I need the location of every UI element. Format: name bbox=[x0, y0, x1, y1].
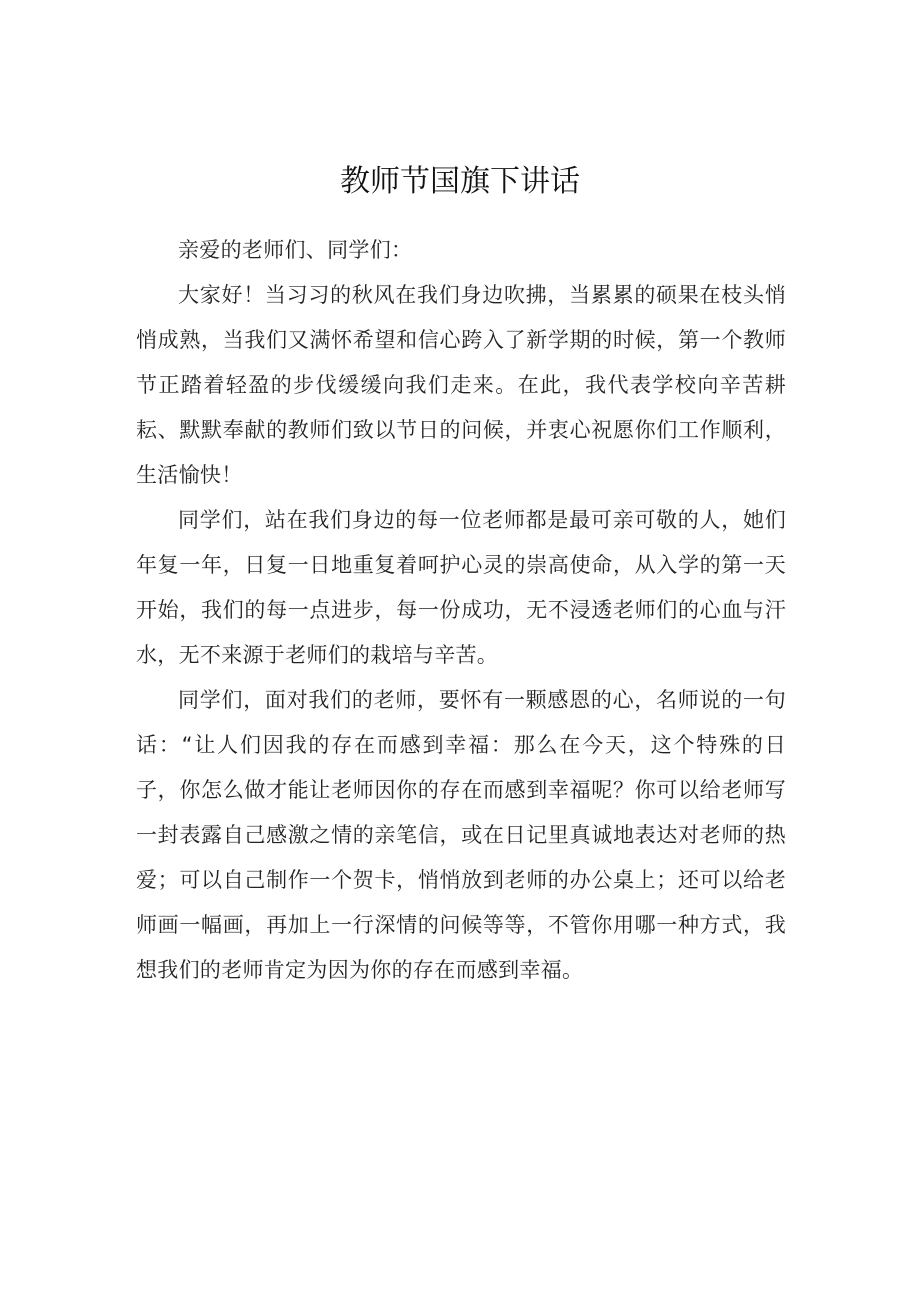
paragraph-gratitude: 同学们，面对我们的老师，要怀有一颗感恩的心，名师说的一句话：“让人们因我的存在而感到幸福：那么在今天，这个特殊的日子，你怎么做才能让老师因你的存在而感到幸福呢？你可以给老师写一封表露自己感激之情的亲笔信，或在日记里真诚地表达对老师的热爱；可以自己制作一个贺卡，悄悄放到老师的办公桌上；还可以给老师画一幅画，再加上一行深情的问候等等，不管你用哪一种方式，我想我们的老师肯定为因为你的存在而感到幸福。 bbox=[136, 688, 786, 982]
paragraph-greeting: 亲爱的老师们、同学们： bbox=[178, 238, 413, 262]
speech-body bbox=[136, 228, 786, 993]
paragraph-teachers: 同学们，站在我们身边的每一位老师都是最可亲可敬的人，她们年复一年，日复一日地重复着呵护心灵的崇高使命，从入学的第一天开始，我们的每一点进步，每一份成功，无不浸透老师们的心血与汗水，无不来源于老师们的栽培与辛苦。 bbox=[136, 508, 786, 667]
paragraph-opening: 大家好！当习习的秋风在我们身边吹拂，当累累的硕果在枝头悄悄成熟，当我们又满怀希望和信心跨入了新学期的时候，第一个教师节正踏着轻盈的步伐缓缓向我们走来。在此，我代表学校向辛苦耕耘、默默奉献的教师们致以节日的问候，并衷心祝愿你们工作顺利，生活愉快！ bbox=[136, 283, 786, 487]
page-title: 教师节国旗下讲话 bbox=[340, 164, 580, 199]
